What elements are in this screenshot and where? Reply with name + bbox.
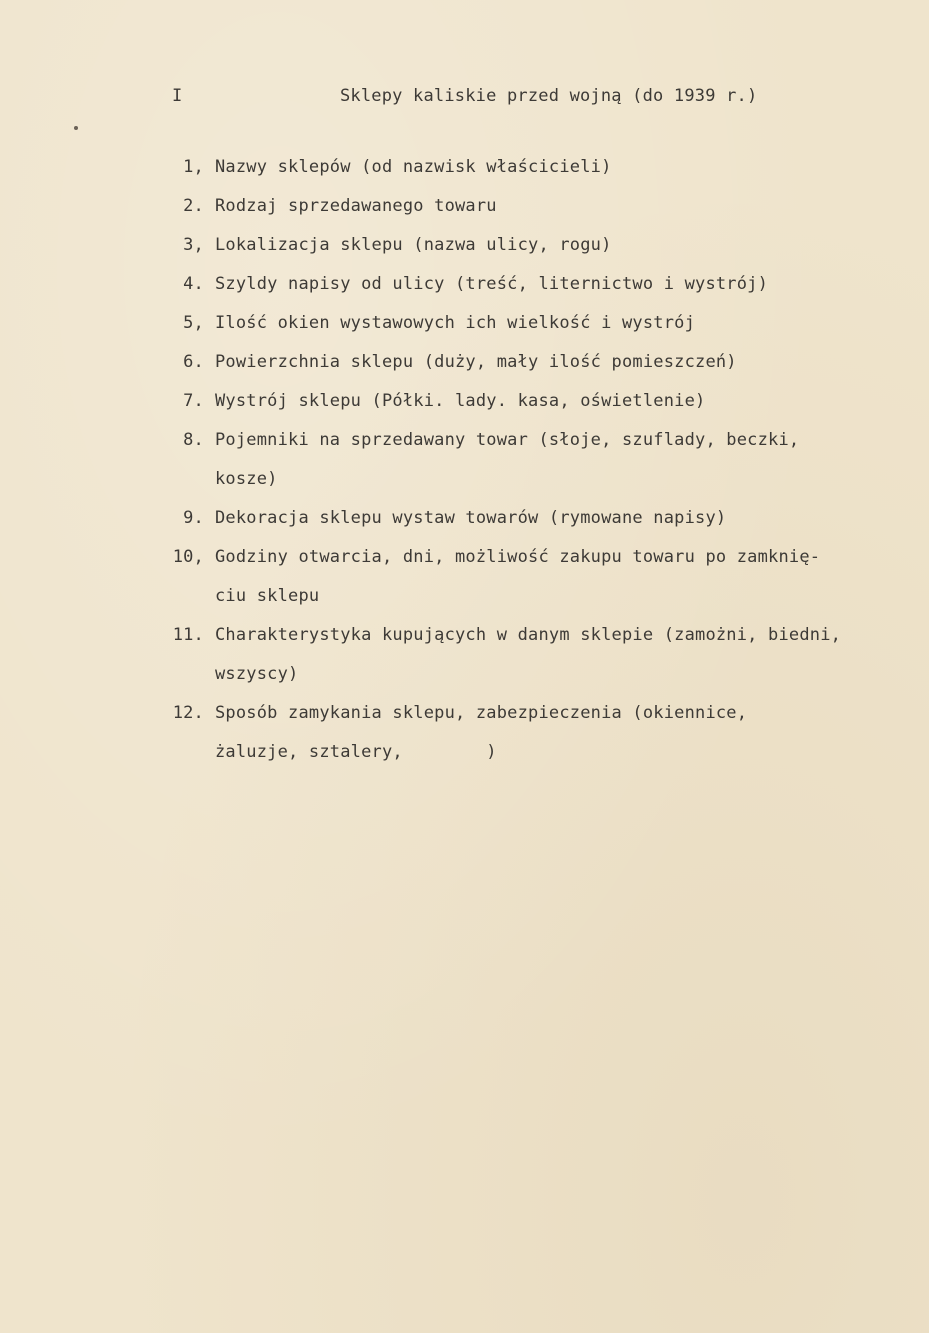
list-item-continuation	[0, 742, 929, 781]
list-item	[0, 235, 929, 274]
item-number: 4.	[183, 274, 204, 294]
list-item-continuation	[0, 586, 929, 625]
item-number: 6.	[183, 352, 204, 372]
item-number: 8.	[183, 430, 204, 450]
item-text: Lokalizacja sklepu (nazwa ulicy, rogu)	[215, 235, 612, 255]
item-number: 7.	[183, 391, 204, 411]
list-item	[0, 508, 929, 547]
item-text: Sposób zamykania sklepu, zabezpieczenia (okiennice,	[215, 703, 748, 723]
item-text: Wystrój sklepu (Półki. lady. kasa, oświetlenie)	[215, 391, 706, 411]
item-text: Godziny otwarcia, dni, możliwość zakupu towaru po zamknię-	[215, 547, 821, 567]
list-item-continuation	[0, 469, 929, 508]
item-number: 9.	[183, 508, 204, 528]
list-item	[0, 391, 929, 430]
item-number: 5,	[183, 313, 204, 333]
list-item	[0, 274, 929, 313]
list-item-continuation	[0, 664, 929, 703]
item-text: Dekoracja sklepu wystaw towarów (rymowane napisy)	[215, 508, 727, 528]
list-item	[0, 430, 929, 469]
list-item	[0, 313, 929, 352]
item-text: kosze)	[215, 469, 278, 489]
list-item	[0, 196, 929, 235]
item-text: ciu sklepu	[215, 586, 320, 606]
list-item	[0, 547, 929, 586]
item-text: Powierzchnia sklepu (duży, mały ilość pomieszczeń)	[215, 352, 737, 372]
list-item	[0, 703, 929, 742]
item-number: 12.	[172, 703, 204, 723]
item-text: Charakterystyka kupujących w danym sklepie (zamożni, biedni,	[215, 625, 842, 645]
list-item	[0, 157, 929, 196]
item-text: Rodzaj sprzedawanego towaru	[215, 196, 497, 216]
list-item	[0, 352, 929, 391]
item-number: 3,	[183, 235, 204, 255]
item-number: 10,	[172, 547, 204, 567]
item-text: Nazwy sklepów (od nazwisk właścicieli)	[215, 157, 612, 177]
item-text: Ilość okien wystawowych ich wielkość i wystrój	[215, 313, 696, 333]
paper-speck	[74, 126, 78, 130]
item-text: Pojemniki na sprzedawany towar (słoje, szuflady, beczki,	[215, 430, 800, 450]
question-list	[0, 157, 929, 781]
list-item	[0, 625, 929, 664]
item-number: 11.	[172, 625, 204, 645]
item-number: 2.	[183, 196, 204, 216]
item-number: 1,	[183, 157, 204, 177]
page-title: Sklepy kaliskie przed wojną (do 1939 r.)	[340, 86, 758, 106]
section-number: I	[172, 86, 183, 106]
item-text: żaluzje, sztalery, )	[215, 742, 497, 762]
item-text: Szyldy napisy od ulicy (treść, liternictwo i wystrój)	[215, 274, 769, 294]
item-text: wszyscy)	[215, 664, 299, 684]
